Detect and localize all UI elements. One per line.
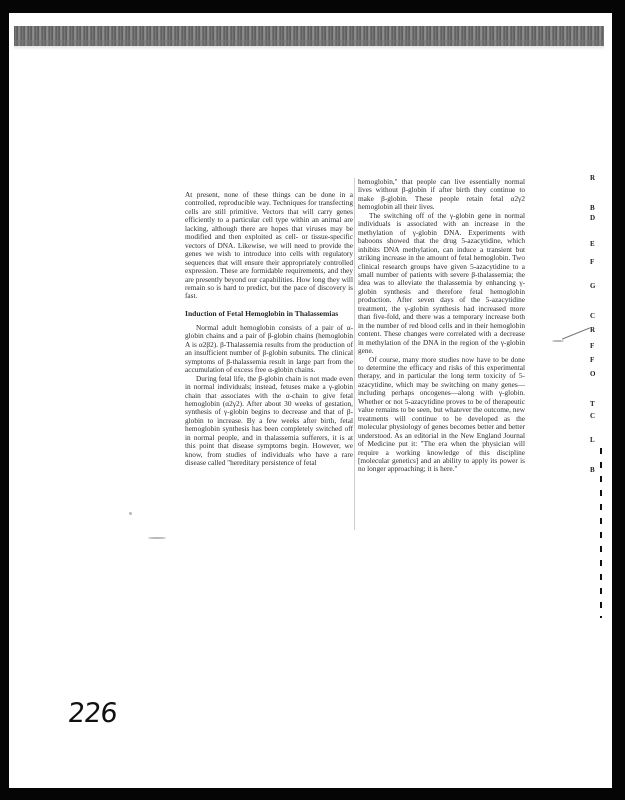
scan-smudge [552, 340, 564, 342]
margin-letter: B [590, 466, 595, 474]
scan-artifact-fade [14, 40, 604, 50]
pencil-stroke-mark [562, 327, 590, 339]
margin-letter: T [590, 400, 595, 408]
margin-letter: C [590, 412, 596, 420]
margin-letter: C [590, 312, 596, 320]
right-paragraph-2: The switching off of the γ-globin gene in normal individuals is associated with an increase in the methylation of γ-globin DNA. Experiments with baboons showed that the drug 5-azacytidine, which inhibits DNA methylation, can induce a transient but striking increase in the amount of fetal hemoglobin. Two clinical research groups have given 5-azacytidine to a small number of patients with severe β-thalassemia; the idea was to alleviate the thalassemia by enhancing γ-globin synthesis and therefore fetal hemoglobin production. After seven days of the 5-azacytidine treatment, the γ-globin synthesis had increased more than five-fold, and there was a temporary increase both in the number of red blood cells and in their hemoglobin content. These changes were correlated with a decrease in methylation of the DNA in the region of the γ-globin gene. [358, 210, 525, 356]
margin-letter: R [590, 174, 596, 182]
edge-scan-marks [600, 448, 602, 618]
right-paragraph-1: hemoglobin," that people can live essentially normal lives without β-globin if after birth they continue to make β-globin. These people retain fetal α2γ2 hemoglobin all their lives. [358, 177, 525, 212]
scan-dot [129, 512, 132, 515]
handwritten-page-number: 226 [66, 698, 119, 729]
margin-letter: G [590, 282, 596, 290]
left-text-column [185, 191, 353, 468]
margin-letter: R [590, 326, 596, 334]
margin-letter: D [590, 214, 596, 222]
scan-border-bottom [0, 788, 625, 800]
column-gutter-line [354, 178, 355, 530]
section-heading: Induction of Fetal Hemoglobin in Thalassemias [185, 308, 339, 318]
left-paragraph-1: At present, none of these things can be done in a controlled, reproducible way. Techniques for transfecting cells are still primitive. Vectors that will carry genes efficiently to a particular cell type within an animal are lacking, although there are hopes that viruses may be modified and then exploited as cell- or tissue-specific vectors of DNA. Likewise, we will need to provide the genes we wish to introduce into cells with regulatory sequences that will ensure their appropriately controlled expression. These are formidable requirements, and they are presently beyond our capabilities. How long they will remain so is hard to predict, but the pace of discovery is fast. [185, 190, 353, 301]
scan-border-right [612, 0, 625, 800]
margin-letter: F [590, 258, 595, 266]
scan-border-top [0, 0, 625, 13]
margin-letter: E [590, 240, 595, 248]
margin-letter: B [590, 204, 595, 212]
left-paragraph-3: During fetal life, the β-globin chain is not made even in normal individuals; instead, fetuses make a γ-globin chain that associates with the α-chain to give fetal hemoglobin (α2γ2). After about 30 weeks of gestation, synthesis of γ-globin begins to decrease and that of β-globin to increase. By a few weeks after birth, fetal hemoglobin synthesis has been completely switched off in normal people, and in thalassemia sufferers, it is at this point that disease symptoms begin. However, we know, from studies of individuals who have a rare disease called "hereditary persistence of fetal [185, 373, 353, 468]
scan-border-left [0, 0, 9, 800]
margin-letter: F [590, 356, 595, 364]
margin-letter: O [590, 370, 596, 378]
right-text-column [358, 178, 525, 474]
right-paragraph-3: Of course, many more studies now have to be done to determine the efficacy and risks of this experimental therapy, and in particular the long term toxicity of 5-azacytidine, which may be switching on many genes—including perhaps oncogenes—along with γ-globin. Whether or not 5-azacytidine proves to be of therapeutic value remains to be seen, but whatever the outcome, new treatments will continue to be developed as the molecular physiology of genes becomes better and better understood. As an editorial in the New England Journal of Medicine put it: "The era when the physician will require a working knowledge of this discipline [molecular genetics] and an ability to apply its power is no longer approaching; it is here." [358, 354, 525, 474]
margin-letter: L [590, 436, 595, 444]
scan-smudge [148, 537, 166, 539]
margin-letter: F [590, 342, 595, 350]
left-paragraph-2: Normal adult hemoglobin consists of a pair of α-globin chains and a pair of β-globin chains (hemoglobin A is α2β2). β-Thalassemia results from the production of an insufficient number of β-globin subunits. The clinical symptoms of β-thalassemia result in large part from the accumulation of excess free α-globin chains. [185, 322, 353, 375]
